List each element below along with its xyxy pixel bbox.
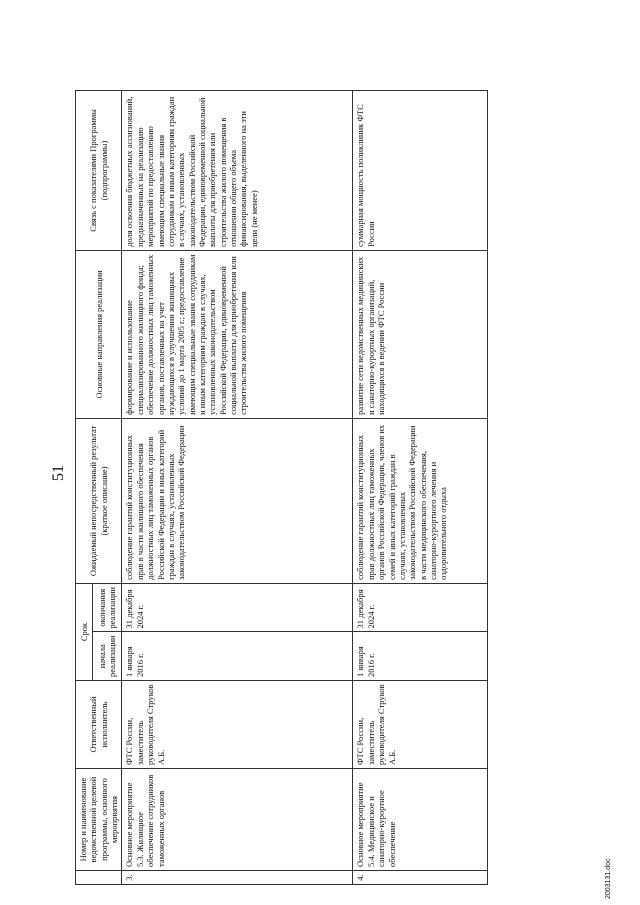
header-start: начала реализации: [93, 632, 122, 681]
row-number: 4.: [353, 871, 488, 885]
row-link: доля освоения бюджетных ассигнований, предназначенных на реализацию мероприятий по предоставлению имеющим специальные звания сотрудникам и иным категориям граждан в случаях, установленных законодательством Российской Федерации, единовременной социальной выплаты для приобретения или строительства жилого помещения в отношении общего объема финансирования, выделенного на эти цели (не менее): [122, 90, 353, 250]
header-num: [76, 871, 122, 885]
header-name: Номер и наименование ведомственной целевой программы, основного мероприятия: [76, 769, 122, 871]
file-name-footer: 2003131.doc: [605, 858, 612, 899]
row-end: 31 декабря 2024 г.: [353, 583, 488, 632]
row-executor: ФТС России, заместитель руководителя Струков А.Б.: [122, 681, 353, 769]
header-executor: Ответственный исполнитель: [76, 681, 122, 769]
table-row: [353, 90, 488, 884]
header-term: Срок: [76, 583, 93, 680]
header-directions: Основные направления реализации: [76, 250, 122, 418]
row-directions: формирование и использование специализированного жилищного фонда; обеспечение должностных лиц таможенных органов, поставленных на учет нуждающихся в улучшении жилищных условий до 1 марта 2005 г.; предоставление имеющим специальные звания сотрудникам и иным категориям граждан в случаях, установленных законодательством Российской Федерации, единовременной социальной выплаты для приобретения или строительства жилого помещения: [122, 250, 353, 418]
table-row: [122, 90, 353, 884]
row-result: соблюдение гарантий конституционных прав в части жилищного обеспечения должностных лиц таможенных органов Российской Федерации и иных категорий граждан в случаях, установленных законодательством Российской Федерации: [122, 418, 353, 583]
row-directions: развитие сети ведомственных медицинских и санаторно-курортных организаций, находящихся в ведении ФТС России: [353, 250, 488, 418]
row-number: 3.: [122, 871, 353, 885]
page-number: 51: [50, 465, 67, 481]
row-name: Основное мероприятие 5.4. Медицинское и санаторно-курортное обеспечение: [353, 769, 488, 871]
table-header-row: [76, 90, 93, 884]
row-executor: ФТС России, заместитель руководителя Струков А.Б.: [353, 681, 488, 769]
row-start: 1 января 2016 г.: [353, 632, 488, 681]
row-start: 1 января 2016 г.: [122, 632, 353, 681]
measures-table: [75, 90, 488, 885]
header-end: окончания реализации: [93, 583, 122, 632]
row-name: Основное мероприятие 5.3. Жилищное обеспечение сотрудников таможенных органов: [122, 769, 353, 871]
row-link: суммарная мощность поликлиник ФТС России: [353, 90, 488, 250]
row-end: 31 декабря 2024 г.: [122, 583, 353, 632]
row-result: соблюдение гарантий конституционных прав должностных лиц таможенных органов Российской Федерации, членов их семей и иных категорий граждан в случаях, установленных законодательством Российской Федерации в части медицинского обеспечения, санаторно-курортного лечения и оздоровительного отдыха: [353, 418, 488, 583]
header-link: Связь с показателями Программы (подпрограммы): [76, 90, 122, 250]
header-result: Ожидаемый непосредственный результат (краткое описание): [76, 418, 122, 583]
